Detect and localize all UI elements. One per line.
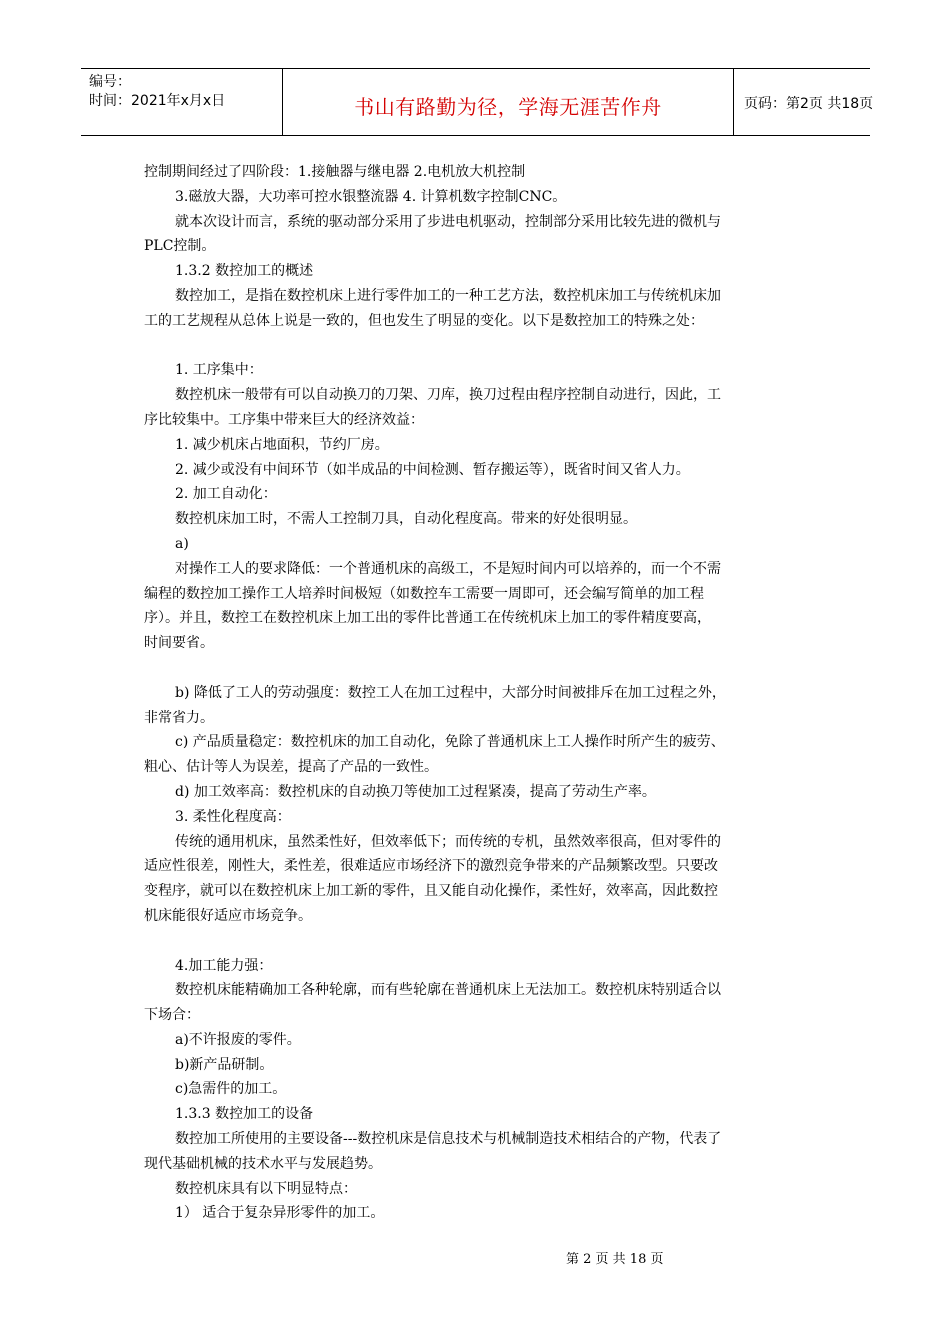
blank-line xyxy=(144,656,806,681)
body-line: 工的工艺规程从总体上说是一致的，但也发生了明显的变化。以下是数控加工的特殊之处： xyxy=(144,312,704,329)
body-line: a)不许报废的零件。 xyxy=(175,1031,301,1048)
body-line: 对操作工人的要求降低：一个普通机床的高级工，不是短时间内可以培养的，而一个不需 xyxy=(175,560,721,577)
body-line: 1. 减少机床占地面积，节约厂房。 xyxy=(175,436,389,453)
body-line: 1.3.3 数控加工的设备 xyxy=(175,1106,314,1123)
body-line: 数控加工所使用的主要设备---数控机床是信息技术与机械制造技术相结合的产物，代表了 xyxy=(175,1131,722,1148)
body-line: 数控机床具有以下明显特点： xyxy=(175,1180,357,1197)
blank-line xyxy=(144,334,806,359)
body-line: b) 降低了工人的劳动强度：数控工人在加工过程中，大部分时间被排斥在加工过程之外， xyxy=(175,684,726,701)
body-line: 3.磁放大器，大功率可控水银整流器 4. 计算机数字控制CNC。 xyxy=(175,188,567,205)
body-line: 3. 柔性化程度高： xyxy=(175,808,291,825)
body-line: 数控加工，是指在数控机床上进行零件加工的一种工艺方法，数控机床加工与传统机床加 xyxy=(175,287,721,304)
body-line: 变程序，就可以在数控机床上加工新的零件，且又能自动化操作，柔性好，效率高，因此数控 xyxy=(144,883,718,900)
body-line: 就本次设计而言，系统的驱动部分采用了步进电机驱动，控制部分采用比较先进的微机与 xyxy=(175,213,721,230)
body-line: b)新产品研制。 xyxy=(175,1056,274,1073)
body-line: PLC控制。 xyxy=(144,238,216,255)
body-line: 数控机床加工时，不需人工控制刀具，自动化程度高。带来的好处很明显。 xyxy=(175,511,637,528)
body-line: 适应性很差，刚性大，柔性差，很难适应市场经济下的激烈竞争带来的产品频繁改型。只要改 xyxy=(144,858,718,875)
body-line: 编程的数控加工操作工人培养时间极短（如数控车工需要一周即可，还会编写简单的加工程 xyxy=(144,585,704,602)
body-line: 控制期间经过了四阶段：1.接触器与继电器 2.电机放大机控制 xyxy=(144,164,526,180)
body-line: 数控机床能精确加工各种轮廓，而有些轮廓在普通机床上无法加工。数控机床特别适合以 xyxy=(175,982,721,999)
blank-line xyxy=(144,929,806,954)
body-line: 时间要省。 xyxy=(144,635,214,652)
body-line: c)急需件的加工。 xyxy=(175,1081,287,1098)
footer-page-number: 第 2 页 共 18 页 xyxy=(566,1252,664,1267)
body-line: 1） 适合于复杂异形零件的加工。 xyxy=(175,1205,385,1222)
body-line: 非常省力。 xyxy=(144,709,214,726)
body-line: 现代基础机械的技术水平与发展趋势。 xyxy=(144,1155,382,1172)
header-motto: 书山有路勤为径，学海无涯苦作舟 xyxy=(354,95,662,119)
header-left-cell xyxy=(81,69,283,135)
body-line: 4.加工能力强： xyxy=(175,957,273,974)
body-line: 序）。并且，数控工在数控机床上加工出的零件比普通工在传统机床上加工的零件精度要高， xyxy=(144,610,711,627)
document-body xyxy=(144,160,806,1226)
time-label: 时间：2021年x月x日 xyxy=(89,93,226,109)
body-line: 机床能很好适应市场竞争。 xyxy=(144,907,312,924)
body-line: 数控机床一般带有可以自动换刀的刀架、刀库，换刀过程由程序控制自动进行，因此，工 xyxy=(175,387,721,404)
body-line: 1.3.2 数控加工的概述 xyxy=(175,263,314,280)
body-line: c) 产品质量稳定：数控机床的加工自动化，免除了普通机床上工人操作时所产生的疲劳、 xyxy=(175,734,725,751)
header-right-cell xyxy=(734,69,874,135)
body-line: d) 加工效率高：数控机床的自动换刀等使加工过程紧凑，提高了劳动生产率。 xyxy=(175,783,656,800)
header-middle-cell xyxy=(283,69,734,135)
body-line: 2. 加工自动化： xyxy=(175,486,277,503)
body-line: 下场合： xyxy=(144,1007,200,1024)
header-page-label: 页码：第2页 共18页 xyxy=(744,96,874,112)
code-label: 编号： xyxy=(89,74,131,90)
body-line: 序比较集中。工序集中带来巨大的经济效益： xyxy=(144,411,424,428)
body-line: 1. 工序集中： xyxy=(175,362,263,379)
body-line: 传统的通用机床，虽然柔性好，但效率低下；而传统的专机，虽然效率很高，但对零件的 xyxy=(175,833,721,850)
document-header xyxy=(81,68,874,136)
body-line: 粗心、估计等人为误差，提高了产品的一致性。 xyxy=(144,759,438,776)
body-line: 2. 减少或没有中间环节（如半成品的中间检测、暂存搬运等），既省时间又省人力。 xyxy=(175,461,690,478)
body-line: a) xyxy=(175,535,189,552)
